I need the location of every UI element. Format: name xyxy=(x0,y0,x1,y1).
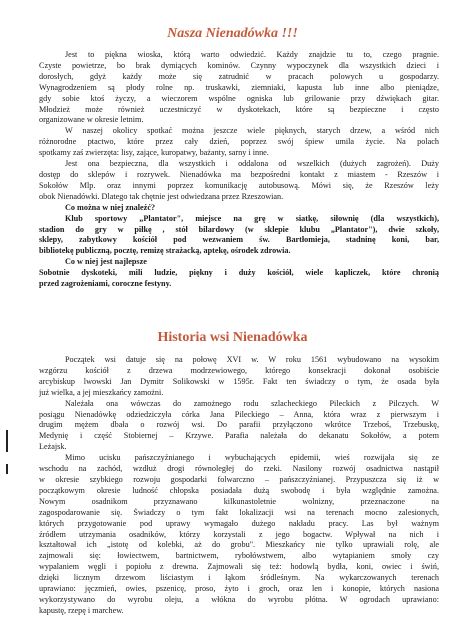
text-line: gdy sobie ktoś życzy, a wieczorem wspólne ogniska lub grilowanie przy dźwiękach gitar. xyxy=(39,93,439,103)
text-line: przed zagrożeniami, coroczne festyny. xyxy=(39,279,172,289)
text-line: których przygotowanie pod uprawy wymagało dużego nakładu pracy. Las był ważnym xyxy=(39,518,439,528)
text-line: posiągu Nienadówkę odziedziczyła córka Jana Pileckiego – Anna, która wraz z pierwszym i xyxy=(39,409,439,419)
history-heading: Historia wsi Nienadówka xyxy=(157,330,308,345)
text-line: dostęp do sklepów i rozrywek. Nienadówka ma bezpośredni kontakt z miastem - Rzeszów i xyxy=(39,169,439,179)
text-line: Sokołów Mlp. oraz innymi poprzez komunikację autobusową. Mówi się, że Rzeszów leży xyxy=(39,180,439,190)
text-line: Początek wsi datuje się na połowę XVI w. W roku 1561 wybudowano na wysokim xyxy=(65,355,439,364)
text-line: wschodu na zachód, wzdłuż drogi równoległej do rzeki. Nasilony rozwój osadnictwa nastąpił xyxy=(39,464,439,474)
text-line: wzgórzu kościół z drzewa modrzewiowego, którego konsekracji dokonał osobiście xyxy=(39,365,439,375)
text-line: Wynagrodzeniem są płody rolne np. truskawki, ziemniaki, kapusta lub inne albo pieniądze, xyxy=(39,82,439,92)
text-line: obok Nienadówki. Dlatego tak chętnie jest odwiedzana przez Rzeszowian. xyxy=(39,191,284,201)
text-line: Czyste powietrze, bo brak dymiących kominów. Czynny wypoczynek dla wszystkich dzieci i xyxy=(39,60,439,70)
text-line: stadion do gry w piłkę , stół bilardowy (w sklepie klubu „Plantator"), dwie szkoły, xyxy=(39,224,439,234)
text-line: Jest to piękna wioska, którą warto odwiedzić. Każdy znajdzie tu to, czego pragnie. xyxy=(65,50,439,59)
text-line: kształtował ich „istotę od kolebki, aż do grobu". Mieszkańcy nie tylko uprawiali rolę, ale xyxy=(39,540,439,550)
text-line: Nowym osadnikom przyznawano kilkunastoletnie wolnizny, przeznaczone na xyxy=(39,496,439,506)
text-line: arcybiskup lwowski Jan Dymitr Solikowski w 1595r. Fakt ten świadczy o tym, że osada była xyxy=(39,376,439,386)
text-line: dorosłych, gdyż każdy może się zatrudnić w pracach polowych u gospodarzy. xyxy=(39,71,439,81)
text-line: drugim mężem dbała o rozwój wsi. Do parafii przyłączono wkrótce Trzeboś, Trzebuskę, xyxy=(39,420,439,430)
margin-mark xyxy=(6,464,8,474)
history-section xyxy=(39,355,439,617)
text-line: Sobotnie dyskoteki, mili ludzie, piękny i duży kościół, wiele kapliczek, które chronią xyxy=(39,268,439,278)
text-line: Mimo ucisku pańszczyźnianego i wybuchających epidemii, wieś rozwijała się ze xyxy=(65,453,439,463)
text-line: wypalaniem węgli i popiołu z drewna. Zajmowali się też: hodowlą bydła, koni, owiec i świń, xyxy=(39,562,439,572)
text-line: sklepy, zabytkowy kościół pod wezwaniem św. Bartłomieja, stadninę koni, bar, xyxy=(39,235,439,245)
text-line: Klub sportowy „Plantator", miejsce na grę w siatkę, siłownię (dla wszystkich), xyxy=(65,213,439,223)
text-line: Leżajsk. xyxy=(39,442,67,452)
text-line: już wielka, a jej mieszkańcy zamożni. xyxy=(39,387,164,397)
text-line: Medynię i część Stobiernej – Krzywe. Parafia należała do dekanatu Sokołów, a potem xyxy=(39,431,439,441)
text-line: różnorodne ptactwo, które przez cały dzień, poprzez swój śpiew umila życie. Na polach xyxy=(39,137,439,147)
text-line: uprawiano: jęczmień, owies, pszenicę, proso, żyto i groch, oraz len i konopie, których nasiona xyxy=(39,584,439,594)
text-line: spotkamy zaś zwierzęta: lisy, zające, kuropatwy, bażanty, sarny i inne. xyxy=(39,148,269,158)
text-line: wykorzystywano do wyrobu oleju, a włókna do wyrobu płótna. W ogrodach uprawiano: xyxy=(39,594,439,604)
text-line: kapustę, rzepę i marchew. xyxy=(39,605,124,615)
text-line: Co można w niej znaleźć? xyxy=(65,202,156,212)
text-line: organizowane w okresie letnim. xyxy=(39,115,144,125)
text-line: Należała ona wówczas do zamożnego rodu szlacheckiego Pileckich z Pilczych. W xyxy=(65,398,439,408)
text-line: Młodzież może również uczestniczyć w dyskotekach, które są bezpieczne i często xyxy=(39,104,439,114)
text-line: w okresie szybkiego rozwoju gospodarki folwarczno – pańszczyźnianej. Przypuszcza się iż w xyxy=(39,474,439,484)
text-line: bibliotekę publiczną, pocztę, remizę strażacką, aptekę, ośrodek zdrowia. xyxy=(39,246,291,256)
page-title: Nasza Nienadówka !!! xyxy=(167,26,298,41)
margin-mark xyxy=(6,430,8,452)
text-line: Co w niej jest najlepsze xyxy=(65,257,147,267)
text-line: zajmowali się: łowiectwem, bartnictwem, rybołówstwem, albo wytapianiem smoły czy xyxy=(39,551,439,561)
text-line: dzięki licznym drzewom liściastym i łąkom śródleśnym. Na wykarczowanych terenach xyxy=(39,573,439,583)
text-line: źródłem utrzymania osadników, którzy korzystali z jego bogactw. Wpływał na nich i xyxy=(39,529,439,539)
text-line: W naszej okolicy spotkać można jeszcze wiele pięknych, starych drzew, a wśród nich xyxy=(65,126,439,136)
intro-section xyxy=(39,50,439,290)
text-line: początkowym okresie ludność chłopska posiadała dużą swobodę i była względnie zamożna. xyxy=(39,485,439,495)
text-line: zagospodarowanie się. Świadczy o tym fakt lokalizacji wsi na terenach mocno zalesionych, xyxy=(39,507,439,517)
text-line: Jest ona bezpieczna, dla wszystkich i oddalona od wszelkich (dużych zagrożeń). Duży xyxy=(65,159,439,169)
